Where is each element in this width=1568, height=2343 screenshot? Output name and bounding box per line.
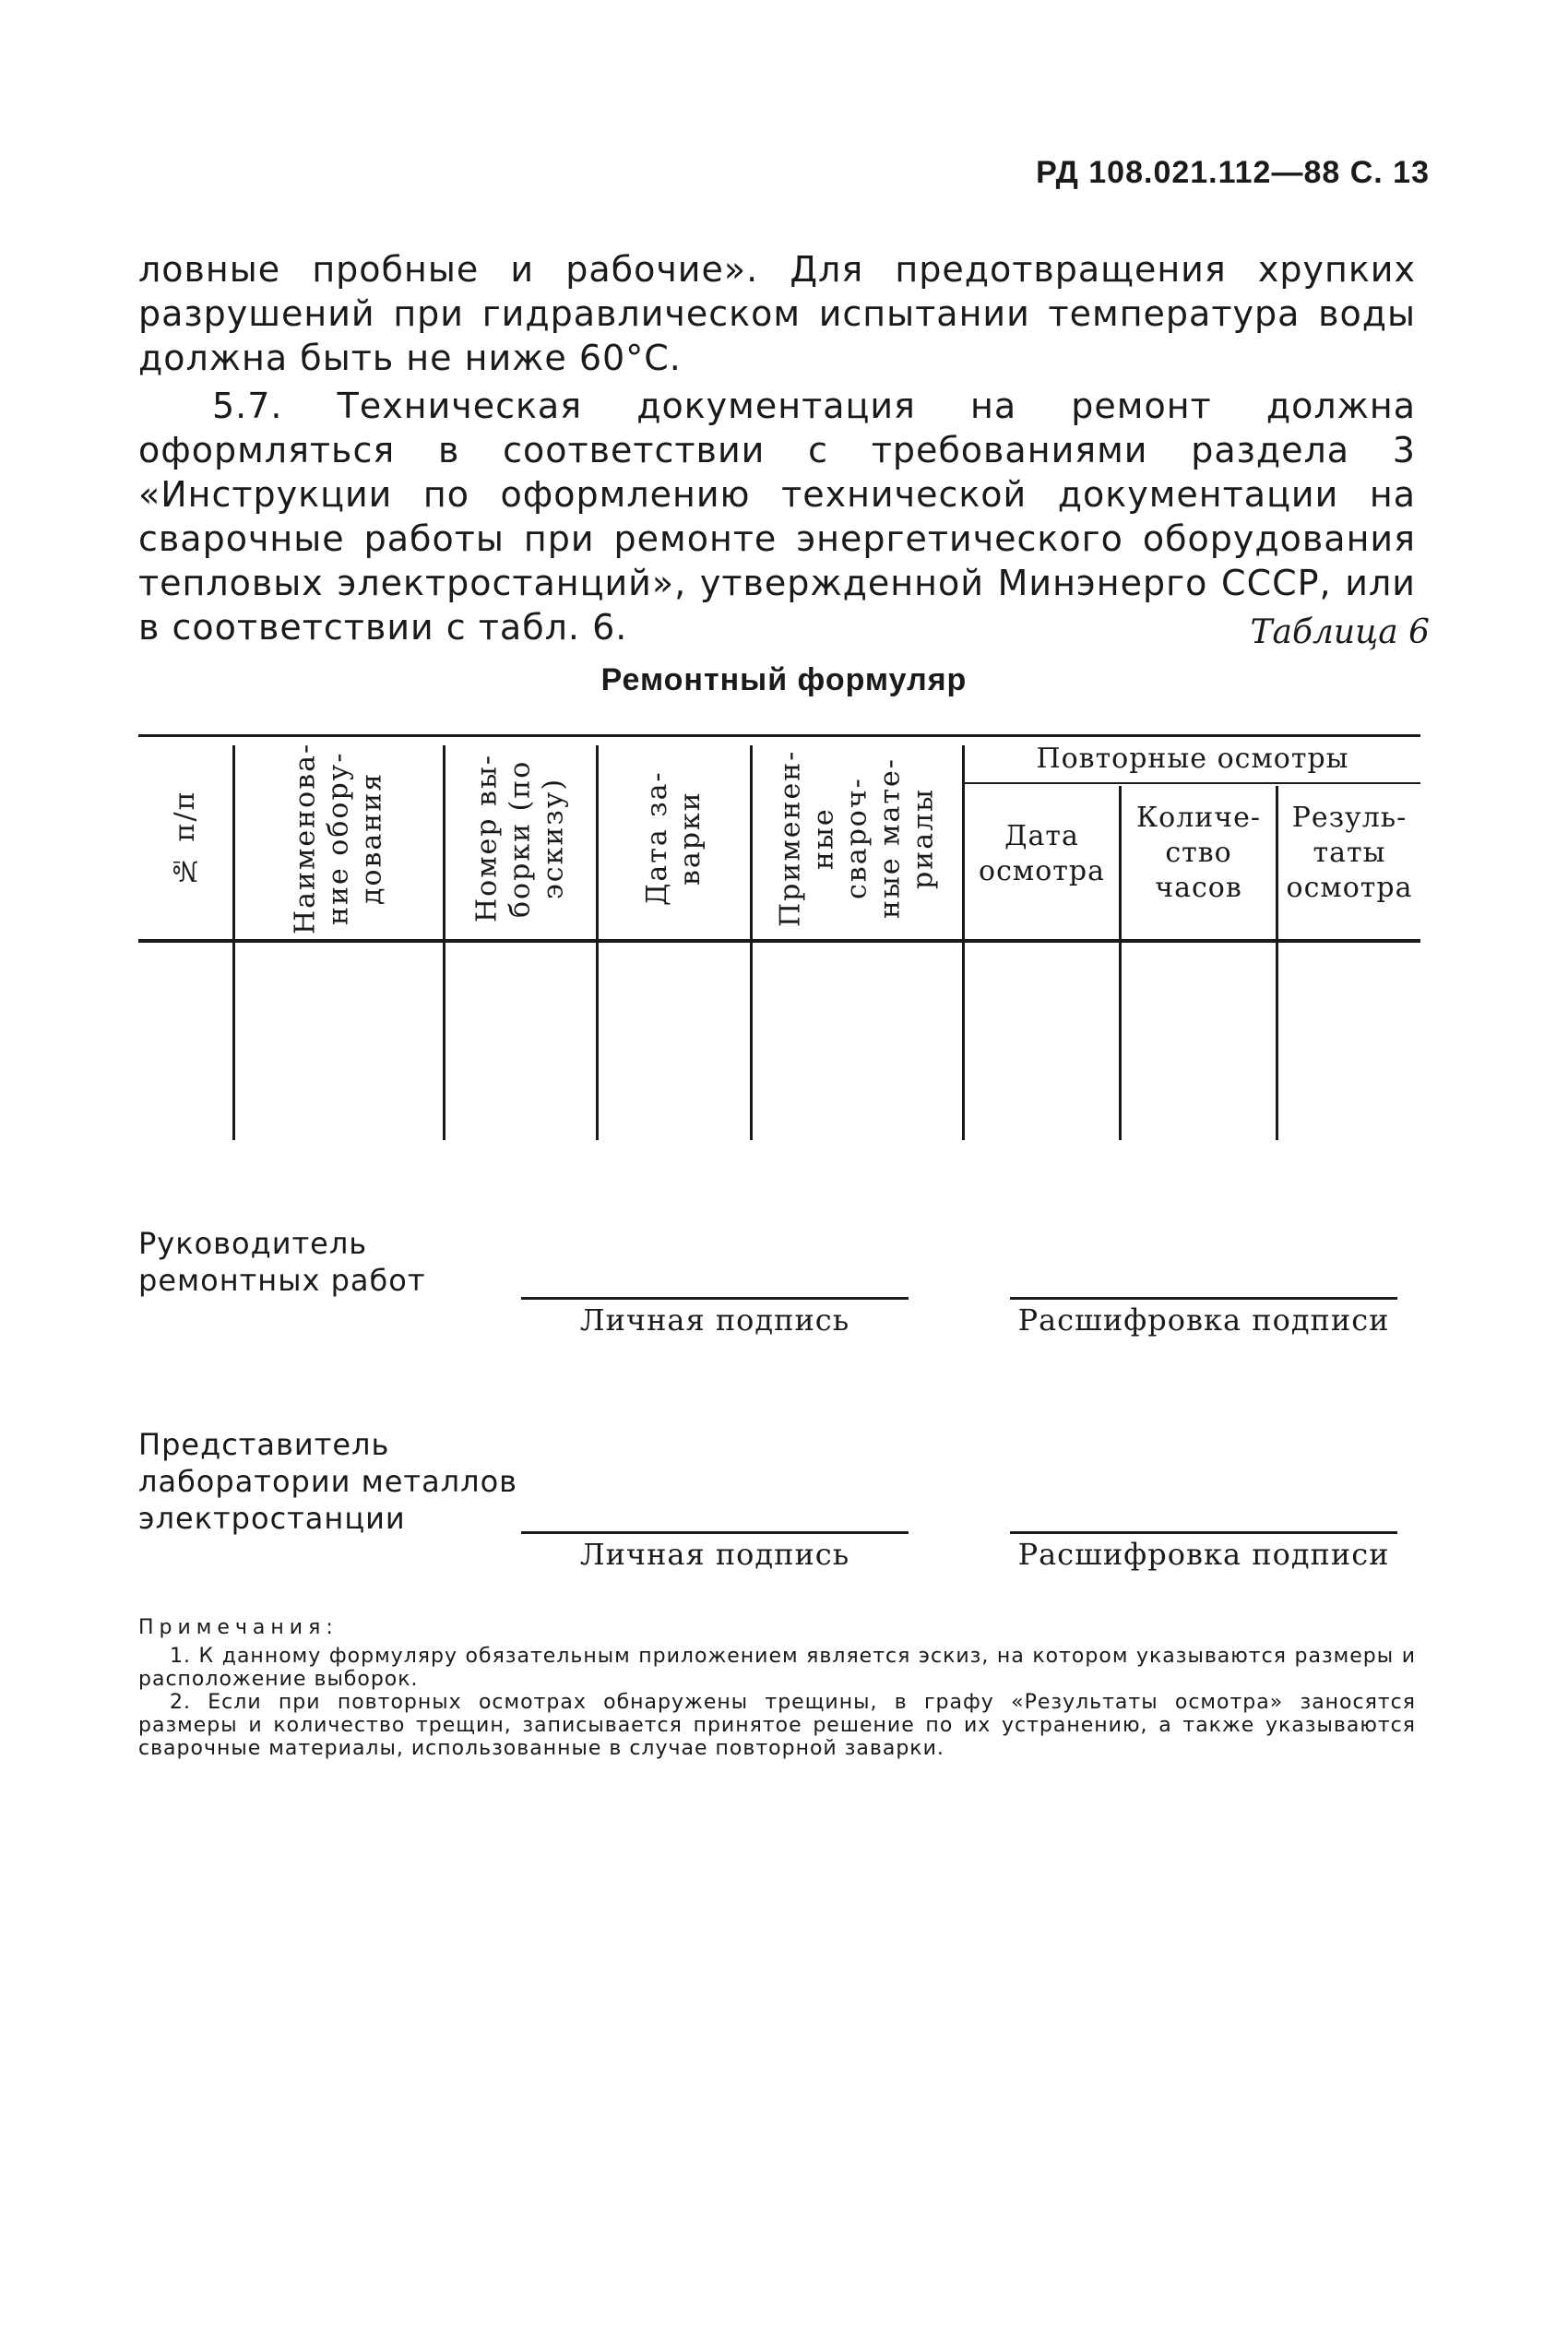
col-header-inspection-results: Резуль- таты осмотра [1286,802,1413,904]
table-label: Таблица 6 [1250,613,1430,651]
group-rule [965,782,1420,784]
repair-form-table [138,734,1420,1140]
col-divider [962,745,965,1140]
signature-role-2: Представитель лаборатории металлов электростанции [138,1427,518,1536]
signature-caption-personal-1: Личная подпись [579,1302,850,1338]
document-reference: РД 108.021.112—88 С. 13 [1036,155,1430,190]
col-header-weld-date: Дата за- варки [641,770,707,907]
signature-caption-personal-2: Личная подпись [579,1537,850,1572]
signature-line-1 [521,1297,909,1300]
col-header-hours: Количе- ство часов [1135,802,1262,904]
table-top-rule [138,734,1420,737]
table-title: Ремонтный формуляр [600,662,968,697]
signature-line-4 [1010,1531,1397,1534]
note-item-1: 1. К данному формуляру обязательным приложением является эскиз, на котором указываются размеры и расположение выборок. [138,1645,1416,1691]
col-group-repeat-inspections: Повторные осмотры [1036,743,1349,775]
notes-block [138,1616,1416,1760]
paragraph-5-7: 5.7. Техническая документация на ремонт должна оформляться в соответствии с требованиями раздела 3 «Инструкции по оформлению технической документации на сварочные работы при ремонте энергетического оборудования тепловых электростанций», утвержденной Минэнерго СССР, или в соответствии с табл. 6. [138,386,1416,648]
col-header-equipment: Наименова- ние обору- дования [289,742,388,935]
note-item-2: 2. Если при повторных осмотрах обнаружены трещины, в графу «Результаты осмотра» заносятся размеры и количество трещин, записывается принятое решение по их устранению, а также указываются сварочные материалы, использованные в случае повторной заварки. [138,1691,1416,1760]
signature-caption-decoding-1: Расшифровка подписи [1017,1302,1390,1338]
header-bottom-rule [138,939,1420,943]
col-header-welding-materials: Применен- ные свароч- ные мате- риалы [774,749,940,928]
notes-title: Примечания: [138,1616,339,1639]
paragraph-continuation: ловные пробные и рабочие». Для предотвращения хрупких разрушений при гидравлическом испытании температура воды должна быть не ниже 60°С. [138,249,1416,378]
signature-line-2 [1010,1297,1397,1300]
signature-caption-decoding-2: Расшифровка подписи [1017,1537,1390,1572]
col-header-sample-number: Номер вы- борки (по эскизу) [470,754,570,923]
col-header-inspection-date: Дата осмотра [979,820,1105,887]
body-text [138,247,1416,649]
col-header-number: № п/п [169,790,201,887]
signature-line-3 [521,1531,909,1534]
signature-role-1: Руководитель ремонтных работ [138,1226,426,1298]
